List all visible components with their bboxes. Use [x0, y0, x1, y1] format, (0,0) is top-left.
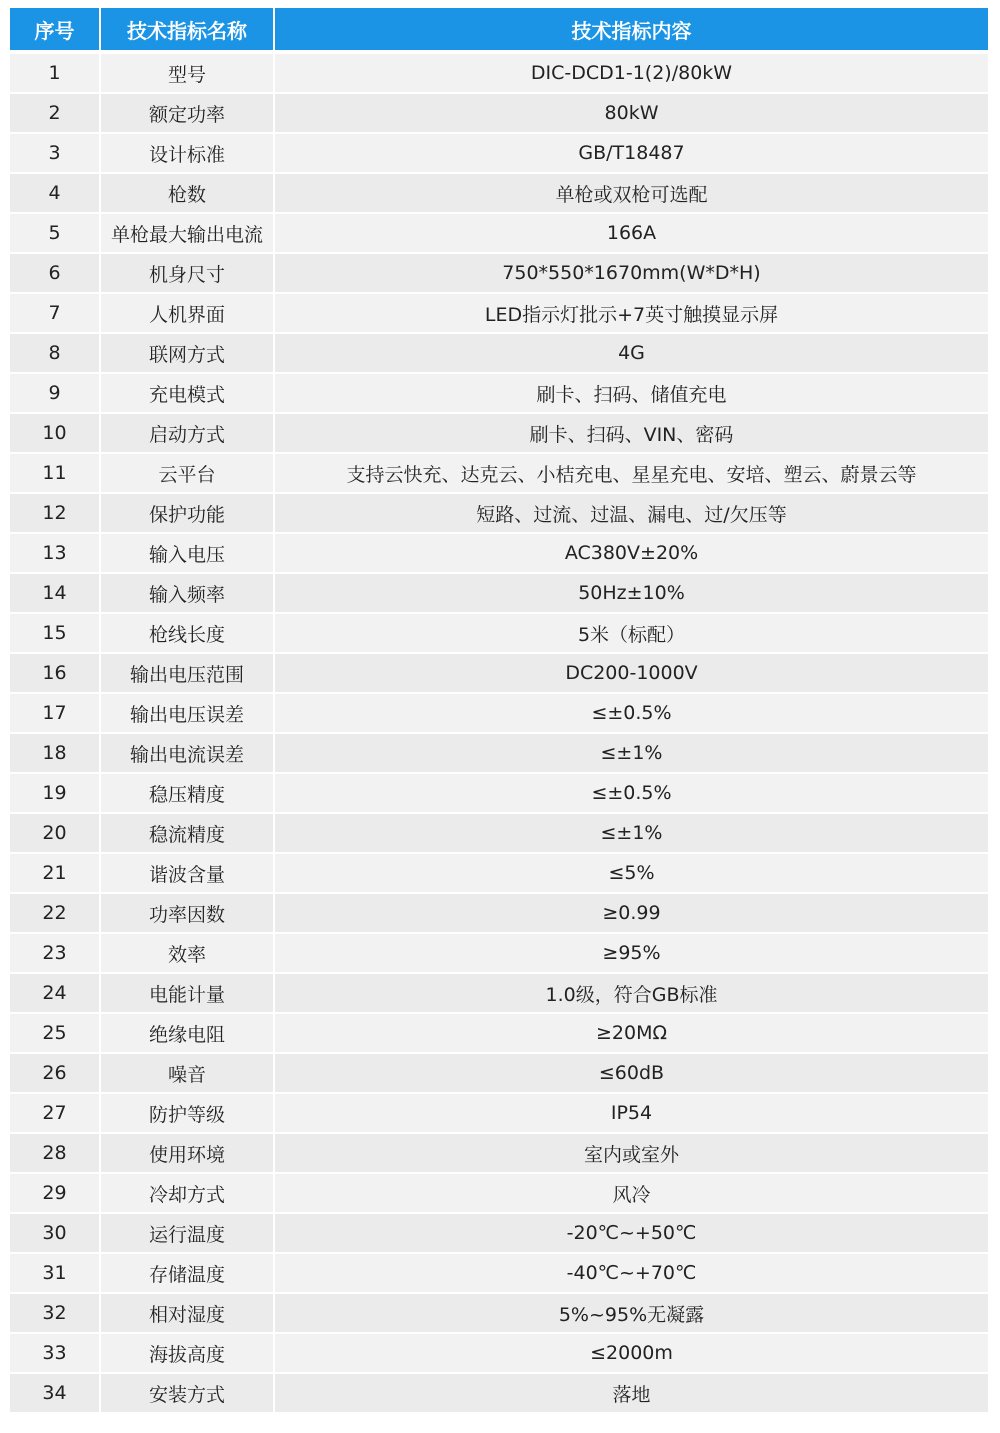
- row-spec-content: -40℃~+70℃: [275, 1254, 988, 1292]
- row-spec-content: IP54: [275, 1094, 988, 1132]
- row-spec-name: 冷却方式: [101, 1174, 273, 1212]
- row-index: 1: [10, 54, 99, 92]
- row-index: 13: [10, 534, 99, 572]
- row-spec-name: 枪数: [101, 174, 273, 212]
- row-spec-content: DIC-DCD1-1(2)/80kW: [275, 54, 988, 92]
- table-row: [10, 1294, 988, 1332]
- row-spec-content: -20℃~+50℃: [275, 1214, 988, 1252]
- row-spec-name: 使用环境: [101, 1134, 273, 1172]
- row-spec-name: 谐波含量: [101, 854, 273, 892]
- row-spec-content: 刷卡、扫码、储值充电: [275, 374, 988, 412]
- row-spec-content: GB/T18487: [275, 134, 988, 172]
- row-spec-content: ≤5%: [275, 854, 988, 892]
- row-index: 8: [10, 334, 99, 372]
- table-row: [10, 774, 988, 812]
- row-index: 34: [10, 1374, 99, 1412]
- table-row: [10, 894, 988, 932]
- table-row: [10, 134, 988, 172]
- row-spec-name: 型号: [101, 54, 273, 92]
- row-spec-content: 166A: [275, 214, 988, 252]
- row-index: 21: [10, 854, 99, 892]
- row-spec-name: 输出电压范围: [101, 654, 273, 692]
- row-spec-name: 稳压精度: [101, 774, 273, 812]
- row-spec-content: 刷卡、扫码、VIN、密码: [275, 414, 988, 452]
- row-index: 7: [10, 294, 99, 332]
- table-row: [10, 54, 988, 92]
- table-row: [10, 174, 988, 212]
- row-spec-name: 输入电压: [101, 534, 273, 572]
- table-row: [10, 934, 988, 972]
- table-row: [10, 1214, 988, 1252]
- row-spec-name: 噪音: [101, 1054, 273, 1092]
- table-row: [10, 1014, 988, 1052]
- row-index: 6: [10, 254, 99, 292]
- table-row: [10, 654, 988, 692]
- row-spec-name: 稳流精度: [101, 814, 273, 852]
- row-index: 14: [10, 574, 99, 612]
- row-index: 11: [10, 454, 99, 492]
- row-index: 24: [10, 974, 99, 1012]
- row-spec-content: ≥0.99: [275, 894, 988, 932]
- table-row: [10, 814, 988, 852]
- table-row: [10, 334, 988, 372]
- header-index: 序号: [10, 8, 101, 50]
- row-spec-content: ≤±1%: [275, 734, 988, 772]
- row-spec-content: 短路、过流、过温、漏电、过/欠压等: [275, 494, 988, 532]
- row-index: 17: [10, 694, 99, 732]
- row-index: 10: [10, 414, 99, 452]
- row-spec-name: 电能计量: [101, 974, 273, 1012]
- table-row: [10, 854, 988, 892]
- row-spec-name: 单枪最大输出电流: [101, 214, 273, 252]
- row-spec-content: 80kW: [275, 94, 988, 132]
- row-spec-content: LED指示灯批示+7英寸触摸显示屏: [275, 294, 988, 332]
- row-index: 3: [10, 134, 99, 172]
- row-spec-name: 输入频率: [101, 574, 273, 612]
- row-spec-name: 存储温度: [101, 1254, 273, 1292]
- row-spec-content: ≤±0.5%: [275, 774, 988, 812]
- row-index: 18: [10, 734, 99, 772]
- row-index: 16: [10, 654, 99, 692]
- header-spec-name: 技术指标名称: [101, 8, 275, 50]
- row-spec-name: 设计标准: [101, 134, 273, 172]
- row-spec-content: ≥95%: [275, 934, 988, 972]
- table-row: [10, 214, 988, 252]
- table-row: [10, 494, 988, 532]
- row-index: 33: [10, 1334, 99, 1372]
- row-spec-content: ≤60dB: [275, 1054, 988, 1092]
- table-row: [10, 94, 988, 132]
- row-spec-name: 输出电压误差: [101, 694, 273, 732]
- row-spec-name: 海拔高度: [101, 1334, 273, 1372]
- row-spec-content: DC200-1000V: [275, 654, 988, 692]
- row-spec-content: 单枪或双枪可选配: [275, 174, 988, 212]
- row-spec-content: ≥20MΩ: [275, 1014, 988, 1052]
- table-row: [10, 534, 988, 572]
- row-spec-name: 额定功率: [101, 94, 273, 132]
- row-index: 19: [10, 774, 99, 812]
- row-index: 31: [10, 1254, 99, 1292]
- row-spec-name: 联网方式: [101, 334, 273, 372]
- table-row: [10, 1174, 988, 1212]
- table-row: [10, 694, 988, 732]
- row-spec-content: 5%~95%无凝露: [275, 1294, 988, 1332]
- row-spec-name: 功率因数: [101, 894, 273, 932]
- row-index: 25: [10, 1014, 99, 1052]
- table-row: [10, 414, 988, 452]
- table-row: [10, 734, 988, 772]
- table-row: [10, 1094, 988, 1132]
- row-spec-content: 风冷: [275, 1174, 988, 1212]
- row-index: 5: [10, 214, 99, 252]
- row-spec-name: 安装方式: [101, 1374, 273, 1412]
- row-index: 28: [10, 1134, 99, 1172]
- table-row: [10, 1254, 988, 1292]
- row-index: 20: [10, 814, 99, 852]
- table-row: [10, 254, 988, 292]
- row-spec-content: 室内或室外: [275, 1134, 988, 1172]
- row-spec-name: 充电模式: [101, 374, 273, 412]
- row-spec-name: 启动方式: [101, 414, 273, 452]
- row-spec-content: 落地: [275, 1374, 988, 1412]
- row-index: 9: [10, 374, 99, 412]
- row-spec-content: 1.0级，符合GB标准: [275, 974, 988, 1012]
- row-spec-name: 枪线长度: [101, 614, 273, 652]
- row-index: 2: [10, 94, 99, 132]
- row-spec-name: 效率: [101, 934, 273, 972]
- table-header: [10, 8, 988, 50]
- row-spec-name: 输出电流误差: [101, 734, 273, 772]
- row-spec-name: 运行温度: [101, 1214, 273, 1252]
- row-index: 26: [10, 1054, 99, 1092]
- row-spec-content: 5米（标配）: [275, 614, 988, 652]
- row-spec-content: ≤±1%: [275, 814, 988, 852]
- row-spec-name: 机身尺寸: [101, 254, 273, 292]
- table-row: [10, 1054, 988, 1092]
- header-spec-content: 技术指标内容: [571, 18, 692, 43]
- row-spec-name: 绝缘电阻: [101, 1014, 273, 1052]
- row-index: 12: [10, 494, 99, 532]
- row-spec-content: 支持云快充、达克云、小桔充电、星星充电、安培、塑云、蔚景云等: [275, 454, 988, 492]
- row-spec-content: AC380V±20%: [275, 534, 988, 572]
- row-spec-content: 750*550*1670mm(W*D*H): [275, 254, 988, 292]
- table-row: [10, 1334, 988, 1372]
- row-spec-name: 云平台: [101, 454, 273, 492]
- table-row: [10, 974, 988, 1012]
- row-index: 30: [10, 1214, 99, 1252]
- row-index: 27: [10, 1094, 99, 1132]
- row-spec-content: 50Hz±10%: [275, 574, 988, 612]
- row-index: 4: [10, 174, 99, 212]
- row-index: 15: [10, 614, 99, 652]
- table-row: [10, 374, 988, 412]
- table-row: [10, 1134, 988, 1172]
- row-spec-content: ≤2000m: [275, 1334, 988, 1372]
- row-spec-name: 保护功能: [101, 494, 273, 532]
- row-index: 32: [10, 1294, 99, 1332]
- row-index: 23: [10, 934, 99, 972]
- table-row: [10, 614, 988, 652]
- table-row: [10, 1374, 988, 1412]
- table-row: [10, 294, 988, 332]
- row-index: 22: [10, 894, 99, 932]
- row-index: 29: [10, 1174, 99, 1212]
- row-spec-name: 防护等级: [101, 1094, 273, 1132]
- table-row: [10, 574, 988, 612]
- table-body: [10, 54, 988, 1412]
- table-row: [10, 454, 988, 492]
- row-spec-name: 相对湿度: [101, 1294, 273, 1332]
- row-spec-content: 4G: [275, 334, 988, 372]
- row-spec-name: 人机界面: [101, 294, 273, 332]
- spec-table: [10, 8, 988, 1412]
- row-spec-content: ≤±0.5%: [275, 694, 988, 732]
